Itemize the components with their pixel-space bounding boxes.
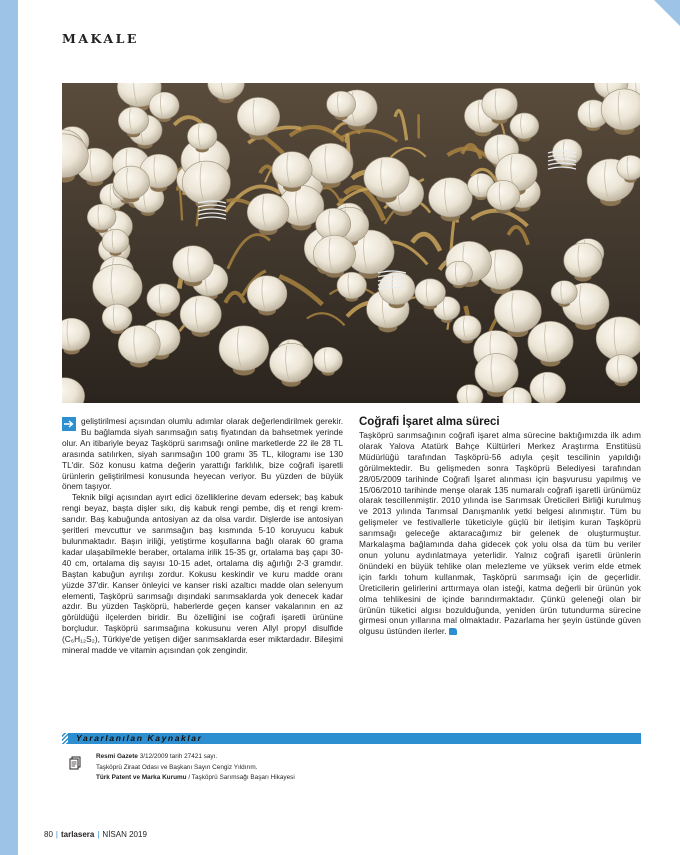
section-label: MAKALE [62,31,139,46]
left-paragraph-2: Teknik bilgi açısından ayırt edici özelliklerine devam edersek; baş kabuk rengi beyaz, başta dişler sıkı, diş kabuk rengi pembe, diş et rengi krem-sarıdır. Baş kabuğunda antosiyan az da olsa vardır. Dişlerde ise antosiyan şeritleri mevcuttur ve sarımsağın baş kısmında 5-10 koruyucu kabuk bulunmaktadır. Başın iriliği, yetiştirme koşullarına bağlı olarak 60 grama kadar ulaşabilmekle beraber, ortalama irilik 15-35 gr, ortalama baş çapı 30-40 cm, ortalama diş sayısı 10-15 adet, ortalama diş ağırlığı 2-3 gramdır. Baştan kabuğun ayrılışı zordur. Kokusu keskindir ve kuru madde oranı yüzde 37'dir. Kanser önleyici ve kanser riski azaltıcı madde olan selenyum elementi, Taşköprü sarımsağı dışındaki sarımsaklarda yok denecek kadar azdır. Bu yüzden Taşköprü, haberlerde geçen kanser vakalarının en az görüldüğü ilçelerden biridir. Bu özelliğini ise coğrafi işaretli ürününe borçludur. Taşköprü sarımsağına kokusunu veren Allyl propyl disulfide (C₆H₁₂S₂), Türkiye'de yetişen diğer sarımsaklarda eser miktardadır. Bileşimi mineral madde ve vitamin açısından çok zengindir. [62,492,343,656]
side-stripe [0,0,18,855]
garlic-photo [62,83,640,403]
garlic-illustration [62,83,640,403]
section-heading: Coğrafi İşaret alma süreci [359,416,500,428]
arrow-right-icon [62,417,76,431]
page-number: 80 [44,830,53,839]
right-paragraph [359,430,641,637]
source-item: Resmi Gazete 3/12/2009 tarih 27421 sayı. [96,753,218,760]
left-paragraph-1: geliştirilmesi açısından olumlu adımlar olarak değerlendirilmek gerekir. Bu bağlamda siyah sarımsağın satış fiyatından da bahsetmek yerinde olur. An itibariyle beyaz Taşköprü sarımsağı online marketlerde 22 ile 28 TL arasında satılırken, siyah sarımsağın 100 gramı 35 TL, kilogramı ise 130 TL'dir. Söz konusu katma değerin yarattığı farklılık, bize coğrafi işaretli ürünlerin geliştirilmesi konusunda heyecan veriyor. Bu yüzden de büyük önem taşıyor. [62,416,343,492]
right-paragraph-text: Taşköprü sarımsağının coğrafi işaret alma sürecine baktığımızda ilk adım olarak Yalova Atatürk Bahçe Kültürleri Merkez Araştırma Enstitüsü Müdürlüğü tarafından Taşköprü-56 adıyla çeşit tescilinin yapıldığı görülmektedir. Bu gelişmeden sonra Taşköprü Belediyesi tarafından 28/05/2009 tarihinde Coğrafi İşaret alınması için başvurusu yapılmış ve 15/06/2010 tarihinde menşe olarak 135 numaralı coğrafi işaretli ürünümüz olarak tescillenmiştir. 2010 yılında ise Sarımsak Üreticileri Birliği kurulmuş ve 2013 yılında Tarımsal Danışmanlık yetki belgesi alınmıştır. Tüm bu gelişmeler ve festivallerle tüketiciyle güçlü bir iletişim kuran Taşköprü sarımsağı geleceğe aktaracağımız bir gelenek de oluşturmuştur. Markalaşma bağlamında daha gidecek çok yolu olsa da tüm bu veriler onun yolunu aydınlatmaya yeterlidir. Yalnız coğrafi işaretli ürünlerin önündeki en büyük tehlike olan melezleme ve yüksek verim elde etmek için farklı tohum kullanmak, Taşköprü sarımsağı için de geçerlidir. Üreticilerin gelirlerini arttırmaya olan isteği, katma değerli bir ürünün yok olma tehlikesini de içinde barındırmaktadır. Çünkü geleneği olan bir ürünün tüketici algısı bozulduğunda, yeniden ürün tutundurma sürecine girmesi onun yıllarına mal olmaktadır. Pazarlama her şeyin üstünde güven olgusu üstünden ilerler. [359,430,641,637]
sources-box [62,733,641,784]
source-item: Taşköprü Ziraat Odası ve Başkanı Sayın Cengiz Yıldırım. [96,763,258,771]
issue-date: NİSAN 2019 [102,830,147,839]
end-mark-icon [449,628,457,635]
corner-fold [654,0,680,26]
sources-list [62,744,641,784]
right-column [359,416,641,637]
document-icon [68,756,82,770]
sources-title: Yararlanılan Kaynaklar [72,733,207,744]
source-item: Türk Patent ve Marka Kurumu / Taşköprü Sarımsağı Başarı Hikayesi [96,774,295,781]
sources-title-bar [62,733,641,744]
magazine-brand: tarlasera [60,830,95,839]
page-footer: 80 | tarlasera | NİSAN 2019 [44,830,147,839]
left-column [62,416,343,656]
